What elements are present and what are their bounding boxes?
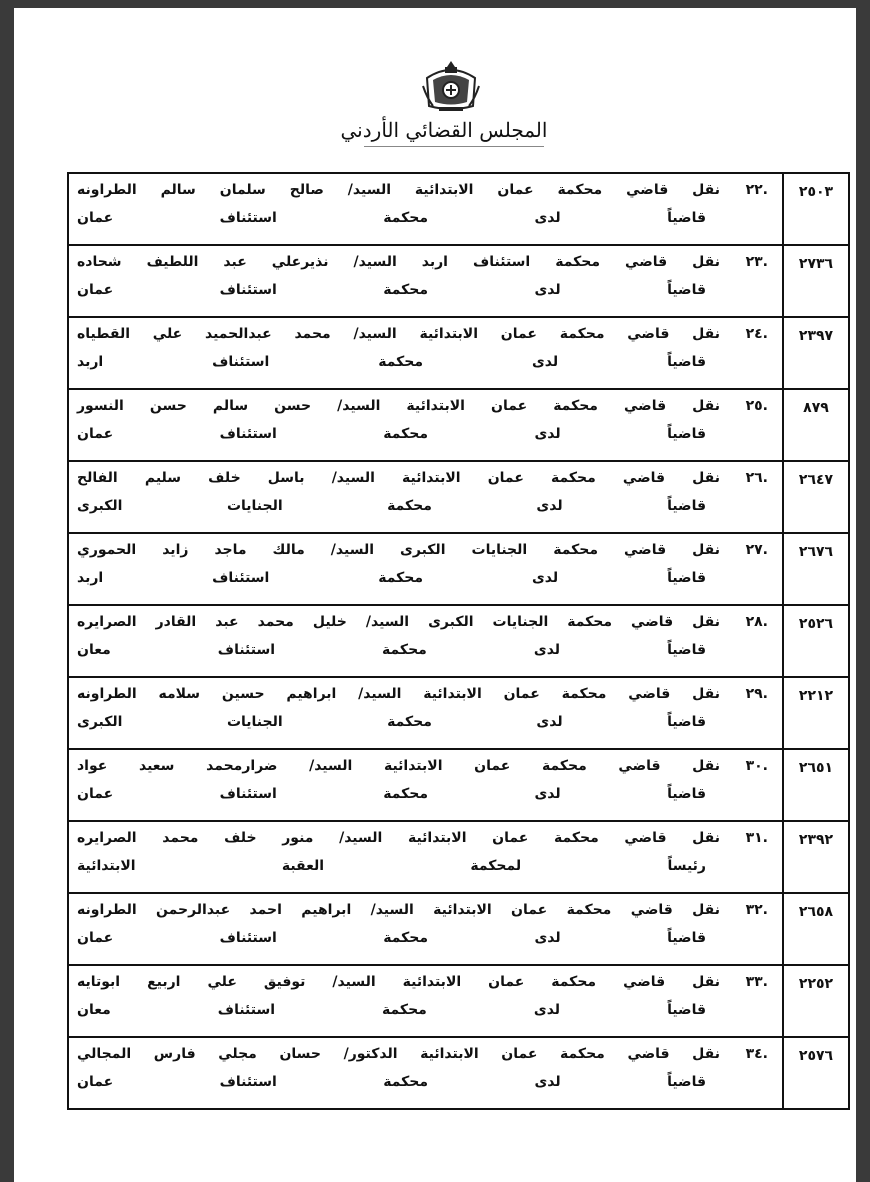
decision-line	[69, 542, 782, 558]
destination-line	[69, 210, 782, 226]
destination-line	[69, 498, 782, 514]
item-number: .٢٨	[745, 614, 768, 630]
destination-text: قاضياً لدى محكمة الجنايات الكبرى	[77, 714, 706, 730]
decision-cell	[68, 1037, 783, 1109]
decision-cell	[68, 173, 783, 245]
decisions-table	[67, 172, 850, 1110]
judge-id-cell	[783, 677, 849, 749]
table-row	[68, 965, 849, 1037]
destination-line	[69, 930, 782, 946]
judge-id: ٢٥٧٦	[798, 1048, 834, 1064]
judge-id: ٢٢١٢	[798, 688, 834, 704]
destination-text: قاضياً لدى محكمة استئناف معان	[77, 642, 706, 658]
table-row	[68, 173, 849, 245]
transfer-text: نقل قاضي محكمة عمان الابتدائية السيد/ ابراهيم احمد عبدالرحمن الطراونه	[77, 902, 720, 918]
destination-text: رئيساً لمحكمة العقبة الابتدائية	[77, 858, 706, 874]
decision-line	[69, 470, 782, 486]
decision-line	[69, 974, 782, 990]
item-number: .٣١	[745, 830, 768, 846]
judge-id: ٢٢٥٢	[798, 976, 834, 992]
destination-text: قاضياً لدى محكمة استئناف عمان	[77, 930, 706, 946]
transfer-text: نقل قاضي محكمة عمان الابتدائية السيد/ محمد عبدالحميد علي القطياه	[77, 326, 720, 342]
decision-cell	[68, 461, 783, 533]
judge-id: ٢٦٥١	[798, 760, 834, 776]
item-number: .٢٤	[745, 326, 768, 342]
destination-text: قاضياً لدى محكمة استئناف عمان	[77, 786, 706, 802]
jordan-coat-of-arms-icon	[419, 58, 483, 114]
destination-line	[69, 1002, 782, 1018]
decision-cell	[68, 245, 783, 317]
table-row	[68, 461, 849, 533]
destination-line	[69, 1074, 782, 1090]
destination-line	[69, 858, 782, 874]
item-number: .٢٧	[745, 542, 768, 558]
transfer-text: نقل قاضي محكمة عمان الابتدائية الدكتور/ حسان مجلي فارس المجالي	[77, 1046, 720, 1062]
transfer-text: نقل قاضي محكمة عمان الابتدائية السيد/ منور خلف محمد الصرايره	[77, 830, 720, 846]
table-row	[68, 245, 849, 317]
table-row	[68, 389, 849, 461]
table-row	[68, 821, 849, 893]
document-page	[14, 8, 856, 1182]
decision-line	[69, 254, 782, 270]
table-row	[68, 317, 849, 389]
judge-id: ٢٦٧٦	[798, 544, 834, 560]
decision-cell	[68, 533, 783, 605]
judge-id-cell	[783, 1037, 849, 1109]
table-row	[68, 605, 849, 677]
judge-id-cell	[783, 533, 849, 605]
destination-text: قاضياً لدى محكمة استئناف عمان	[77, 210, 706, 226]
judge-id-cell	[783, 605, 849, 677]
decision-cell	[68, 749, 783, 821]
destination-text: قاضياً لدى محكمة استئناف عمان	[77, 282, 706, 298]
decision-cell	[68, 317, 783, 389]
item-number: .٣٢	[745, 902, 768, 918]
item-number: .٢٥	[745, 398, 768, 414]
destination-line	[69, 570, 782, 586]
judge-id-cell	[783, 317, 849, 389]
judge-id: ٢٦٥٨	[798, 904, 834, 920]
destination-text: قاضياً لدى محكمة استئناف عمان	[77, 426, 706, 442]
decision-cell	[68, 389, 783, 461]
table-row	[68, 533, 849, 605]
destination-text: قاضياً لدى محكمة استئناف عمان	[77, 1074, 706, 1090]
decision-line	[69, 686, 782, 702]
decision-line	[69, 1046, 782, 1062]
decision-line	[69, 614, 782, 630]
table-row	[68, 677, 849, 749]
destination-line	[69, 786, 782, 802]
destination-text: قاضياً لدى محكمة استئناف اربد	[77, 354, 706, 370]
document-header	[14, 48, 856, 158]
decision-line	[69, 902, 782, 918]
transfer-text: نقل قاضي محكمة عمان الابتدائية السيد/ ضرارمحمد سعيد عواد	[77, 758, 720, 774]
judge-id: ٢٦٤٧	[798, 472, 834, 488]
decision-line	[69, 326, 782, 342]
judge-id-cell	[783, 245, 849, 317]
judge-id: ٢٥٢٦	[798, 616, 834, 632]
judge-id-cell	[783, 965, 849, 1037]
destination-text: قاضياً لدى محكمة استئناف اربد	[77, 570, 706, 586]
item-number: .٢٣	[745, 254, 768, 270]
decision-line	[69, 182, 782, 198]
decision-line	[69, 830, 782, 846]
judge-id-cell	[783, 173, 849, 245]
transfer-text: نقل قاضي محكمة عمان الابتدائية السيد/ صالح سلمان سالم الطراونه	[77, 182, 720, 198]
item-number: .٢٦	[745, 470, 768, 486]
transfer-text: نقل قاضي محكمة عمان الابتدائية السيد/ ابراهيم حسين سلامه الطراونه	[77, 686, 720, 702]
destination-line	[69, 426, 782, 442]
item-number: .٢٢	[745, 182, 768, 198]
decision-cell	[68, 965, 783, 1037]
destination-line	[69, 714, 782, 730]
transfer-text: نقل قاضي محكمة عمان الابتدائية السيد/ توفيق علي اربيع ابوتايه	[77, 974, 720, 990]
destination-text: قاضياً لدى محكمة الجنايات الكبرى	[77, 498, 706, 514]
item-number: .٣٤	[745, 1046, 768, 1062]
judge-id: ٢٣٩٧	[798, 328, 834, 344]
transfer-text: نقل قاضي محكمة الجنايات الكبرى السيد/ خليل محمد عبد القادر الصرايره	[77, 614, 720, 630]
destination-line	[69, 642, 782, 658]
transfer-text: نقل قاضي محكمة استئناف اربد السيد/ نذيرعلي عبد اللطيف شحاده	[77, 254, 720, 270]
decision-cell	[68, 677, 783, 749]
judge-id-cell	[783, 389, 849, 461]
transfer-text: نقل قاضي محكمة عمان الابتدائية السيد/ باسل خلف سليم الفالح	[77, 470, 720, 486]
judge-id: ٢٧٣٦	[798, 256, 834, 272]
transfer-text: نقل قاضي محكمة الجنايات الكبرى السيد/ مالك ماجد زايد الحموري	[77, 542, 720, 558]
table-row	[68, 749, 849, 821]
judge-id: ٢٥٠٣	[798, 184, 834, 200]
decision-cell	[68, 605, 783, 677]
item-number: .٢٩	[745, 686, 768, 702]
council-name: المجلس القضائي الأردني	[340, 118, 548, 142]
judge-id-cell	[783, 893, 849, 965]
item-number: .٣٠	[745, 758, 768, 774]
decision-line	[69, 758, 782, 774]
transfer-text: نقل قاضي محكمة عمان الابتدائية السيد/ حسن سالم حسن النسور	[77, 398, 720, 414]
judge-id-cell	[783, 749, 849, 821]
judge-id-cell	[783, 821, 849, 893]
judge-id: ٢٣٩٢	[798, 832, 834, 848]
item-number: .٣٣	[745, 974, 768, 990]
judge-id: ٨٧٩	[803, 400, 829, 416]
table-row	[68, 1037, 849, 1109]
destination-text: قاضياً لدى محكمة استئناف معان	[77, 1002, 706, 1018]
header-divider	[364, 146, 544, 147]
destination-line	[69, 282, 782, 298]
decision-cell	[68, 893, 783, 965]
decision-line	[69, 398, 782, 414]
decision-cell	[68, 821, 783, 893]
destination-line	[69, 354, 782, 370]
table-row	[68, 893, 849, 965]
judge-id-cell	[783, 461, 849, 533]
